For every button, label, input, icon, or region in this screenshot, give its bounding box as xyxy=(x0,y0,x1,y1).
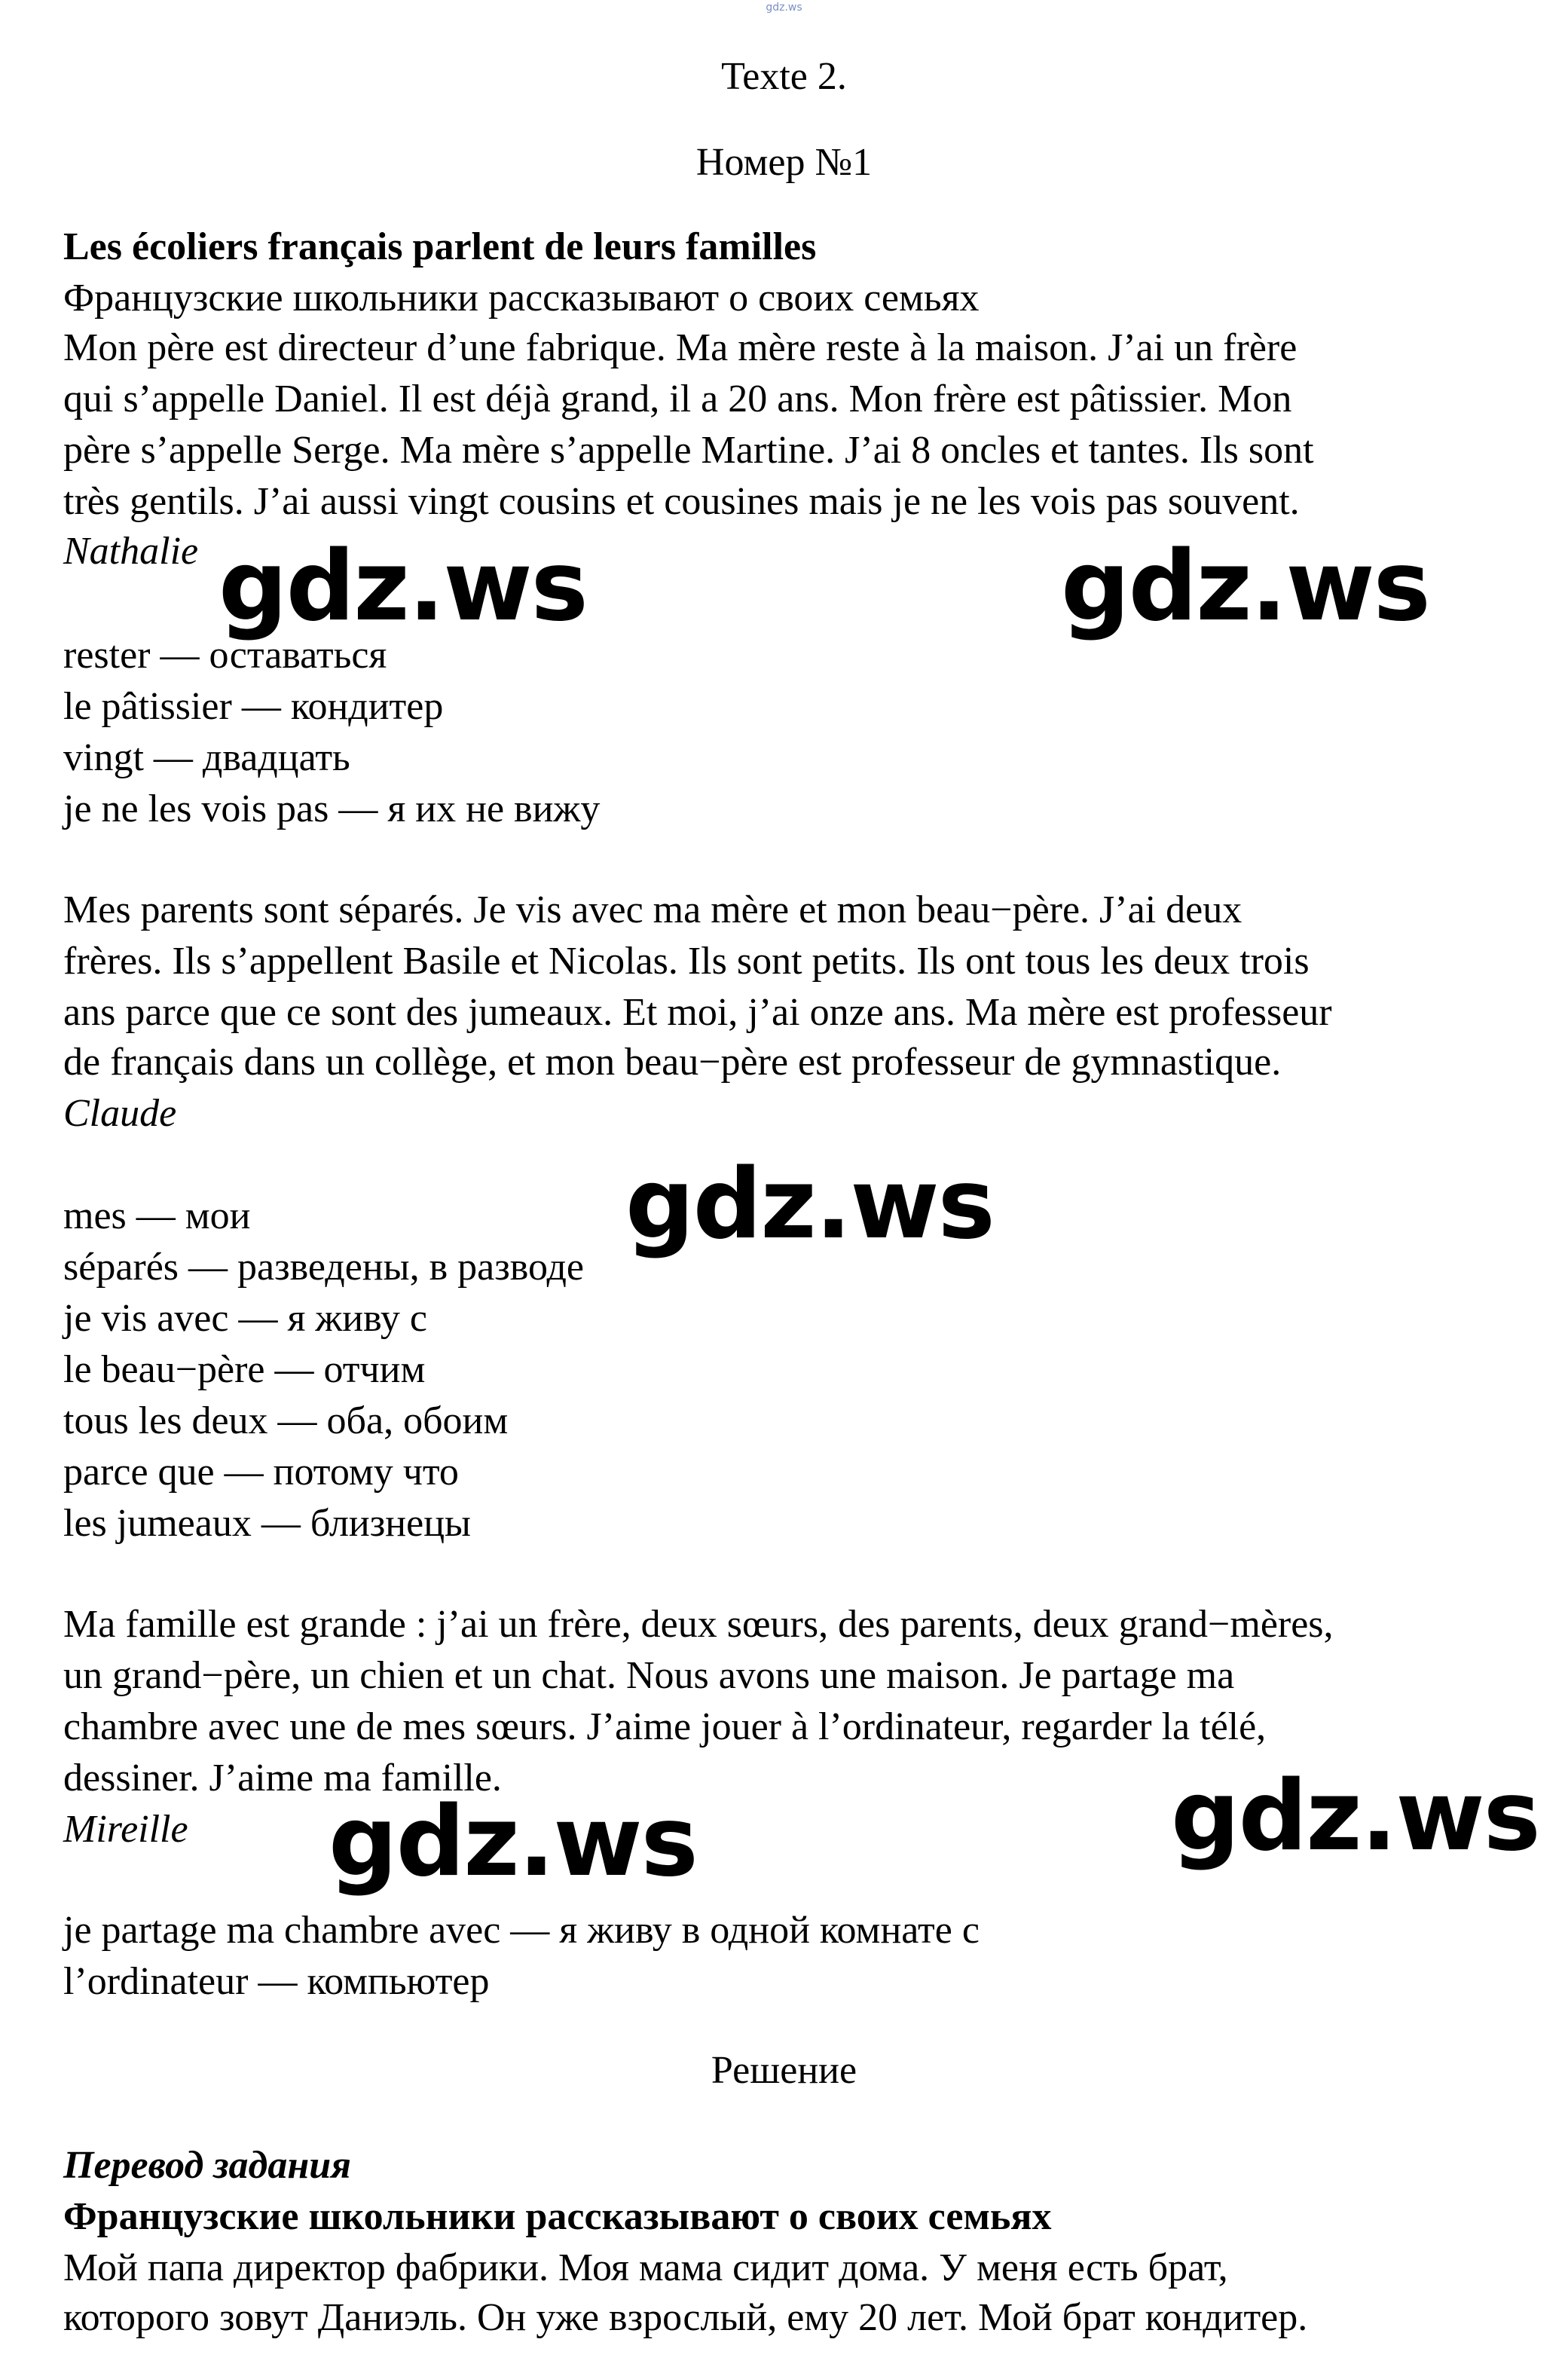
numero-heading: Номер №1 xyxy=(695,141,873,184)
vocab-item: je partage ma chambre avec — я живу в одной комнате с xyxy=(63,1909,980,1952)
texte-heading: Texte 2. xyxy=(721,55,847,98)
vocab-item: séparés — разведены, в разводе xyxy=(63,1246,585,1289)
vocab-item: je vis avec — я живу с xyxy=(63,1297,427,1340)
paragraph-line: de français dans un collège, et mon beau−père est professeur de gymnastique. xyxy=(63,1041,1282,1084)
paragraph-line: Mes parents sont séparés. Je vis avec ma mère et mon beau−père. J’ai deux xyxy=(63,888,1242,931)
paragraph-line: un grand−père, un chien et un chat. Nous avons une maison. Je partage ma xyxy=(63,1654,1235,1697)
translation-line: Мой папа директор фабрики. Моя мама сидит дома. У меня есть брат, xyxy=(63,2246,1228,2289)
watermark-logo: gdz.ws xyxy=(219,531,587,643)
paragraph-line: très gentils. J’ai aussi vingt cousins et cousines mais je ne les vois pas souvent. xyxy=(63,480,1300,523)
author-name: Claude xyxy=(63,1092,177,1135)
vocab-item: je ne les vois pas — я их не вижу xyxy=(63,787,601,830)
watermark-logo: gdz.ws xyxy=(1171,1760,1539,1873)
author-name: Mireille xyxy=(63,1808,188,1851)
vocab-item: l’ordinateur — компьютер xyxy=(63,1960,490,2003)
author-name: Nathalie xyxy=(63,530,199,573)
paragraph-line: qui s’appelle Daniel. Il est déjà grand, il a 20 ans. Mon frère est pâtissier. Mon xyxy=(63,378,1292,420)
paragraph-line: frères. Ils s’appellent Basile et Nicolas. Ils sont petits. Ils ont tous les deux trois xyxy=(63,940,1310,983)
top-watermark: gdz.ws xyxy=(766,2,802,14)
vocab-item: rester — оставаться xyxy=(63,634,387,677)
translation-title: Французские школьники рассказывают о своих семьях xyxy=(63,2195,1052,2238)
vocab-item: les jumeaux — близнецы xyxy=(63,1502,471,1545)
watermark-logo: gdz.ws xyxy=(329,1786,697,1898)
vocab-item: tous les deux — оба, обоим xyxy=(63,1399,509,1442)
vocab-item: parce que — потому что xyxy=(63,1451,459,1494)
title-fr: Les écoliers français parlent de leurs familles xyxy=(63,225,817,268)
watermark-logo: gdz.ws xyxy=(625,1148,994,1261)
paragraph-line: ans parce que ce sont des jumeaux. Et moi, j’ai onze ans. Ma mère est professeur xyxy=(63,991,1332,1034)
watermark-logo: gdz.ws xyxy=(1061,531,1429,643)
title-ru: Французские школьники рассказывают о своих семьях xyxy=(63,277,980,320)
paragraph-line: Mon père est directeur d’une fabrique. Ma mère reste à la maison. J’ai un frère xyxy=(63,326,1297,369)
vocab-item: le beau−père — отчим xyxy=(63,1348,426,1391)
translation-label: Перевод задания xyxy=(63,2144,351,2187)
paragraph-line: chambre avec une de mes sœurs. J’aime jouer à l’ordinateur, regarder la télé, xyxy=(63,1705,1267,1748)
paragraph-line: dessiner. J’aime ma famille. xyxy=(63,1757,502,1800)
solution-heading: Решение xyxy=(711,2049,857,2092)
paragraph-line: père s’appelle Serge. Ma mère s’appelle Martine. J’ai 8 oncles et tantes. Ils sont xyxy=(63,429,1314,472)
paragraph-line: Ma famille est grande : j’ai un frère, deux sœurs, des parents, deux grand−mères, xyxy=(63,1603,1334,1646)
vocab-item: mes — мои xyxy=(63,1194,251,1237)
translation-line: которого зовут Даниэль. Он уже взрослый, ему 20 лет. Мой брат кондитер. xyxy=(63,2296,1308,2339)
vocab-item: le pâtissier — кондитер xyxy=(63,685,444,728)
vocab-item: vingt — двадцать xyxy=(63,736,350,779)
